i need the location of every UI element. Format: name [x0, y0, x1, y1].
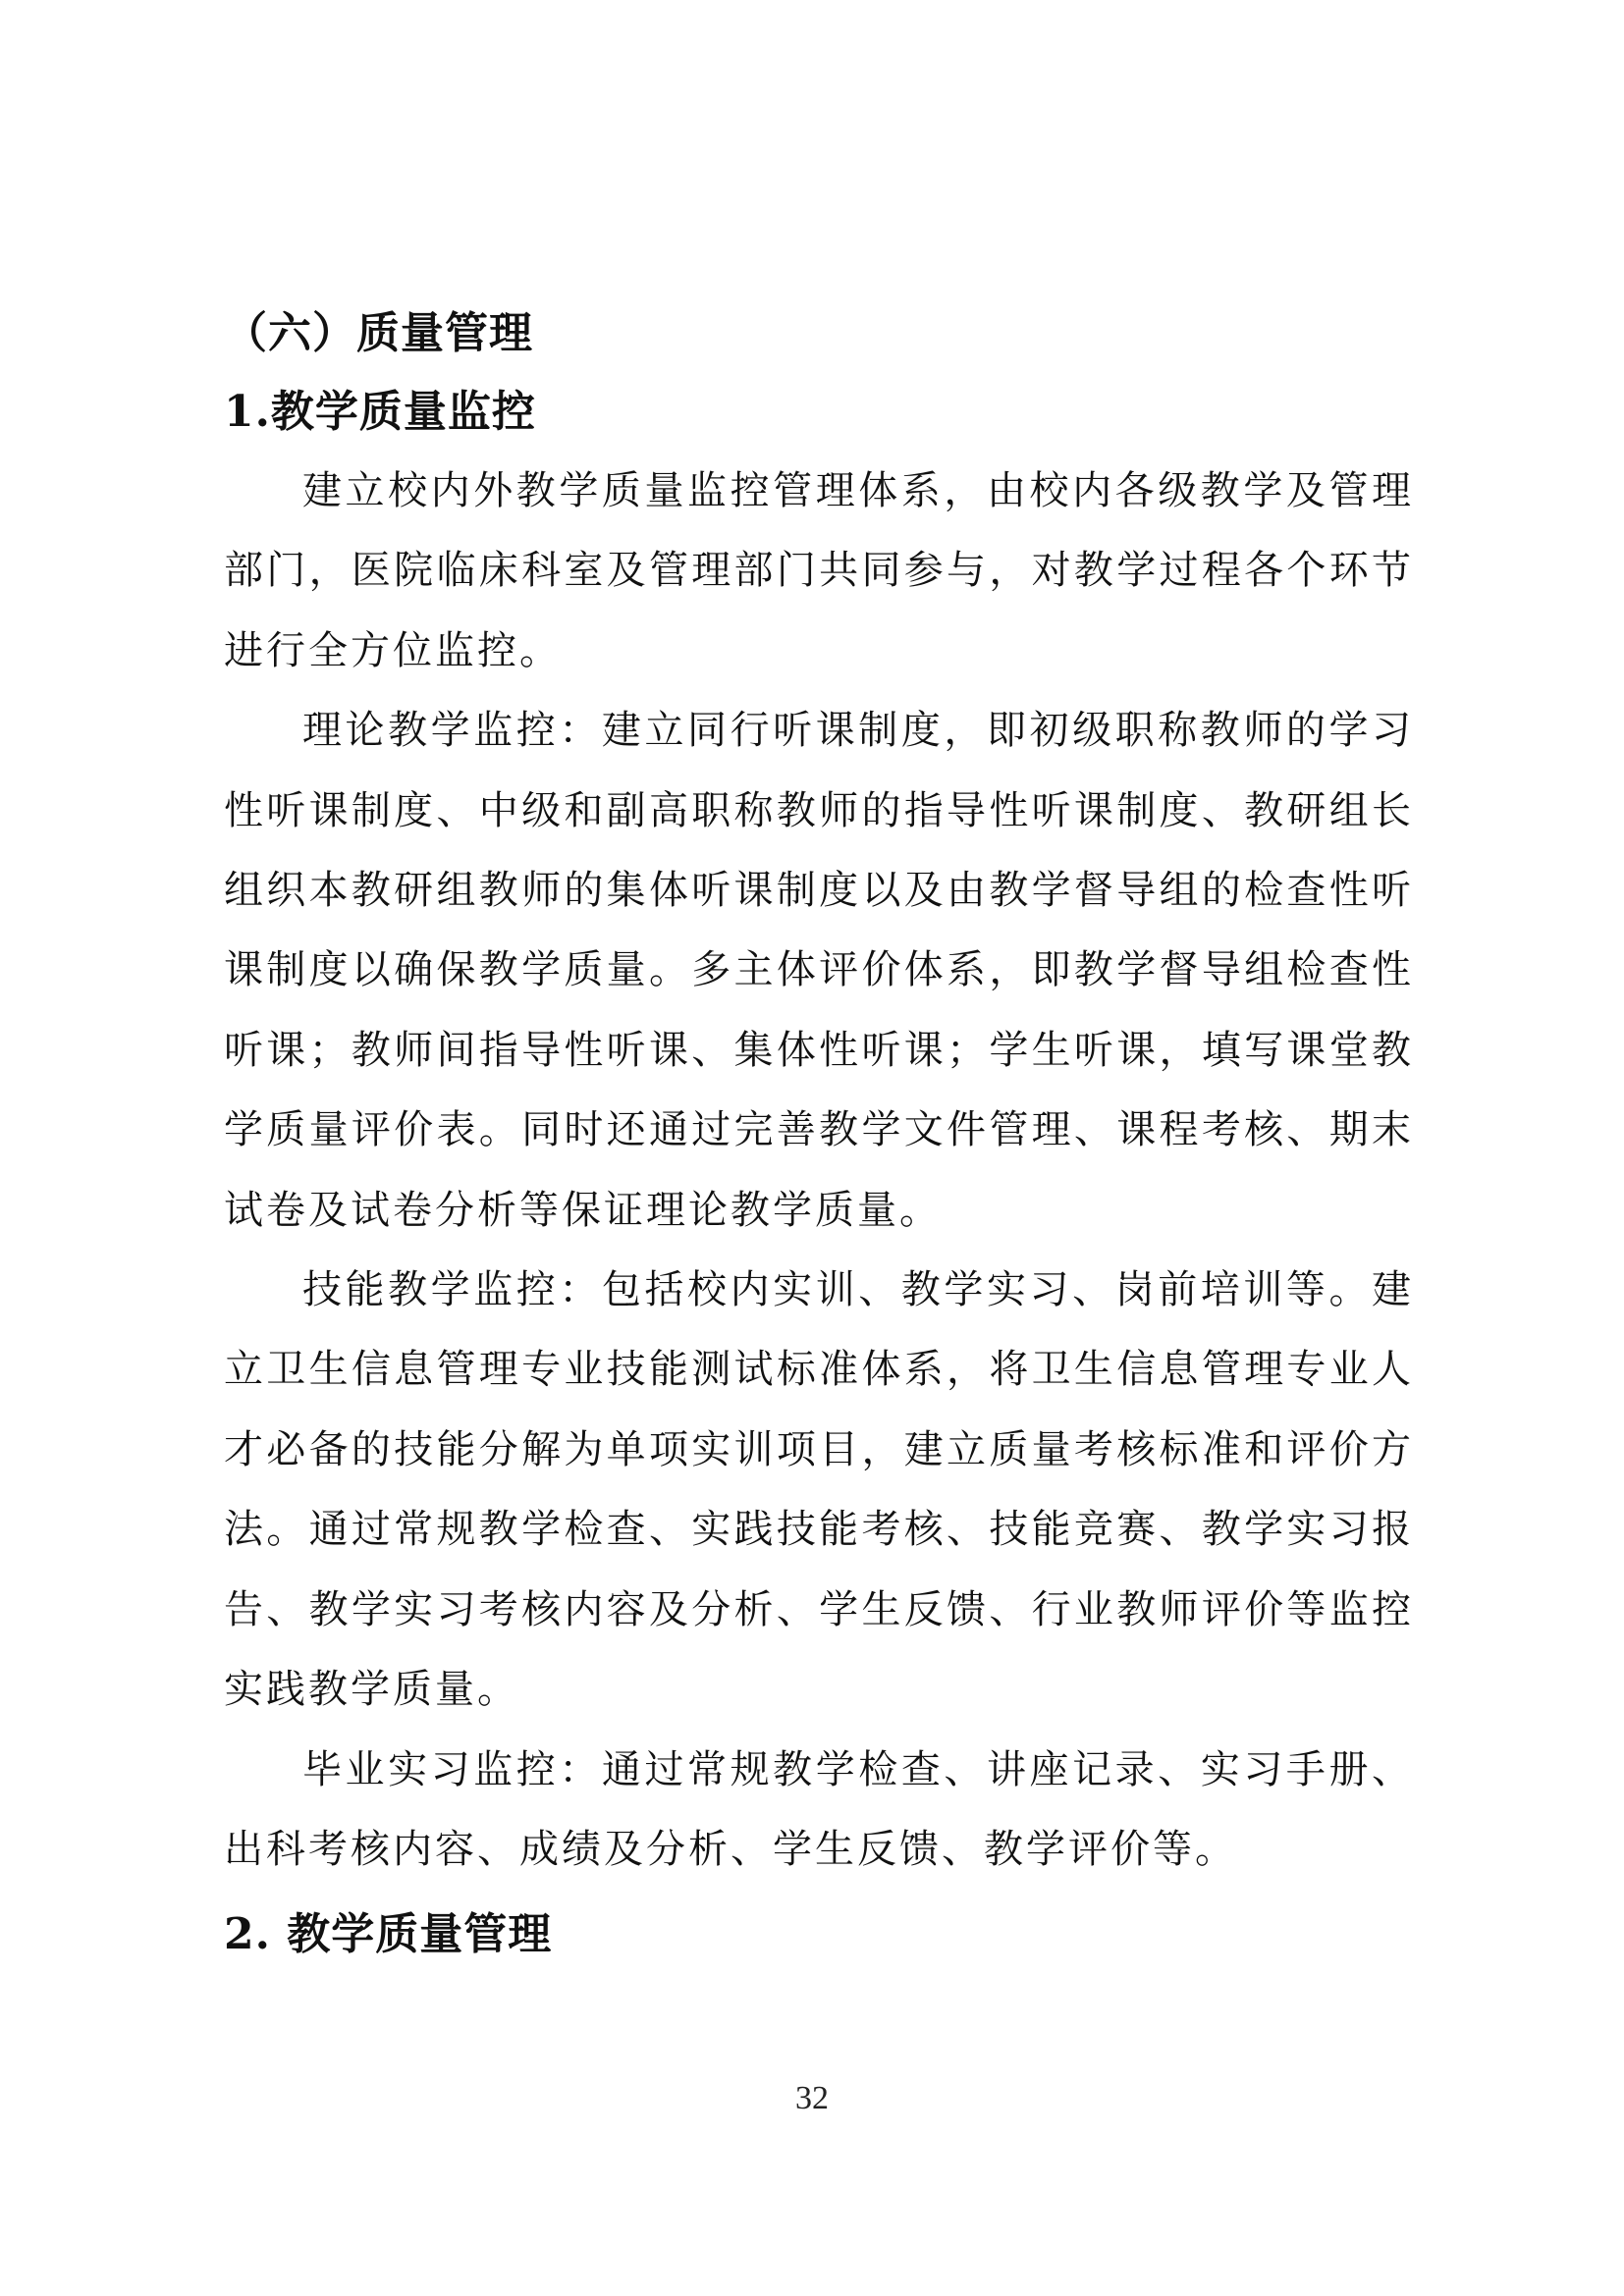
paragraph-skill-monitoring: 技能教学监控：包括校内实训、教学实习、岗前培训等。建立卫生信息管理专业技能测试标准体系，将卫生信息管理专业人才必备的技能分解为单项实训项目，建立质量考核标准和评价方法。通过常规教学检查、实践技能考核、技能竞赛、教学实习报告、教学实习考核内容及分析、学生反馈、行业教师评价等监控实践教学质量。	[224, 1267, 1414, 1713]
subsection-heading-1: 1.教学质量监控	[224, 387, 536, 437]
page-content	[224, 294, 1414, 1974]
paragraph-internship-monitoring: 毕业实习监控：通过常规教学检查、讲座记录、实习手册、出科考核内容、成绩及分析、学生反馈、教学评价等。	[224, 1746, 1414, 1872]
subsection-heading-2: 2. 教学质量管理	[224, 1909, 553, 1960]
section-heading: （六）质量管理	[224, 308, 533, 358]
paragraph-theory-monitoring: 理论教学监控：建立同行听课制度，即初级职称教师的学习性听课制度、中级和副高职称教师的指导性听课制度、教研组长组织本教研组教师的集体听课制度以及由教学督导组的检查性听课制度以确保教学质量。多主体评价体系，即教学督导组检查性听课；教师间指导性听课、集体性听课；学生听课，填写课堂教学质量评价表。同时还通过完善教学文件管理、课程考核、期末试卷及试卷分析等保证理论教学质量。	[224, 708, 1414, 1233]
page-number: 32	[795, 2080, 829, 2116]
paragraph-overview: 建立校内外教学质量监控管理体系，由校内各级教学及管理部门，医院临床科室及管理部门共同参与，对教学过程各个环节进行全方位监控。	[224, 468, 1414, 673]
